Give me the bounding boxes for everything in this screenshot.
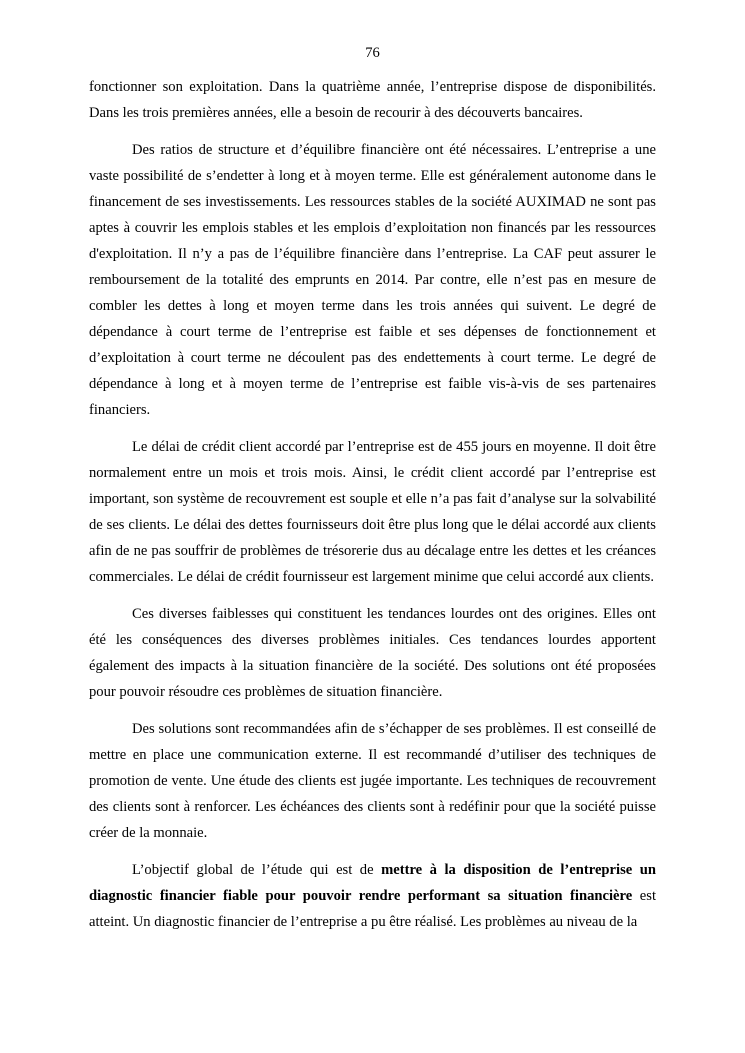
page-number: 76 bbox=[365, 45, 380, 61]
objectif-bold-text: mettre à la disposition de l’entreprise un diagnostic financier fiable pour pouvoir rendre performant sa situation financière bbox=[89, 862, 656, 904]
paragraph-faiblesses: Ces diverses faiblesses qui constituent les tendances lourdes ont des origines. Elles ont été les conséquences des diverses problèmes initiales. Ces tendances lourdes apportent également des impacts à la situation financière de la société. Des solutions ont été proposées pour pouvoir résoudre ces problèmes de situation financière. bbox=[89, 606, 656, 700]
paragraph-credit-client: Le délai de crédit client accordé par l’entreprise est de 455 jours en moyenne. Il doit être normalement entre un mois et trois mois. Ainsi, le crédit client accordé par l’entreprise est important, son système de recouvrement est souple et elle n’a pas fait d’analyse sur la solvabilité de ses clients. Le délai des dettes fournisseurs doit être plus long que le délai accordé aux clients afin de ne pas souffrir de problèmes de trésorerie dus au décalage entre les dettes et les créances commerciales. Le délai de crédit fournisseur est largement minime que celui accordé aux clients. bbox=[89, 439, 656, 585]
objectif-text-start: L’objectif global de l’étude qui est de bbox=[132, 862, 382, 878]
paragraph-objectif bbox=[89, 857, 656, 935]
objectif-text-end: est atteint. Un diagnostic financier de l’entreprise a pu être réalisé. Les problèmes au niveau de la bbox=[89, 888, 656, 930]
paragraph-ratios: Des ratios de structure et d’équilibre financière ont été nécessaires. L’entreprise a une vaste possibilité de s’endetter à long et à moyen terme. Elle est généralement autonome dans le financement de ses investissements. Les ressources stables de la société AUXIMAD ne sont pas aptes à couvrir les emplois stables et les emplois d’exploitation non financés par les ressources d'exploitation. Il n’y a pas de l’équilibre financière dans l’entreprise. La CAF peut assurer le remboursement de la totalité des emprunts en 2014. Par contre, elle n’est pas en mesure de combler les dettes à long et moyen terme dans les trois années qui suivent. Le degré de dépendance à court terme de l’entreprise est faible et ses dépenses de fonctionnement et d’exploitation à court terme ne découlent pas des endettements à court terme. Le degré de dépendance à long et à moyen terme de l’entreprise est faible vis-à-vis de ses partenaires financiers. bbox=[89, 142, 656, 418]
document-body bbox=[89, 74, 656, 946]
paragraph-continuation: fonctionner son exploitation. Dans la quatrième année, l’entreprise dispose de disponibilités. Dans les trois premières années, elle a besoin de recourir à des découverts bancaires. bbox=[89, 79, 656, 121]
paragraph-solutions: Des solutions sont recommandées afin de s’échapper de ses problèmes. Il est conseillé de mettre en place une communication externe. Il est recommandé d’utiliser des techniques de promotion de vente. Une étude des clients est jugée importante. Les techniques de recouvrement des clients sont à renforcer. Les échéances des clients sont à redéfinir pour que la société puisse créer de la monnaie. bbox=[89, 721, 656, 841]
